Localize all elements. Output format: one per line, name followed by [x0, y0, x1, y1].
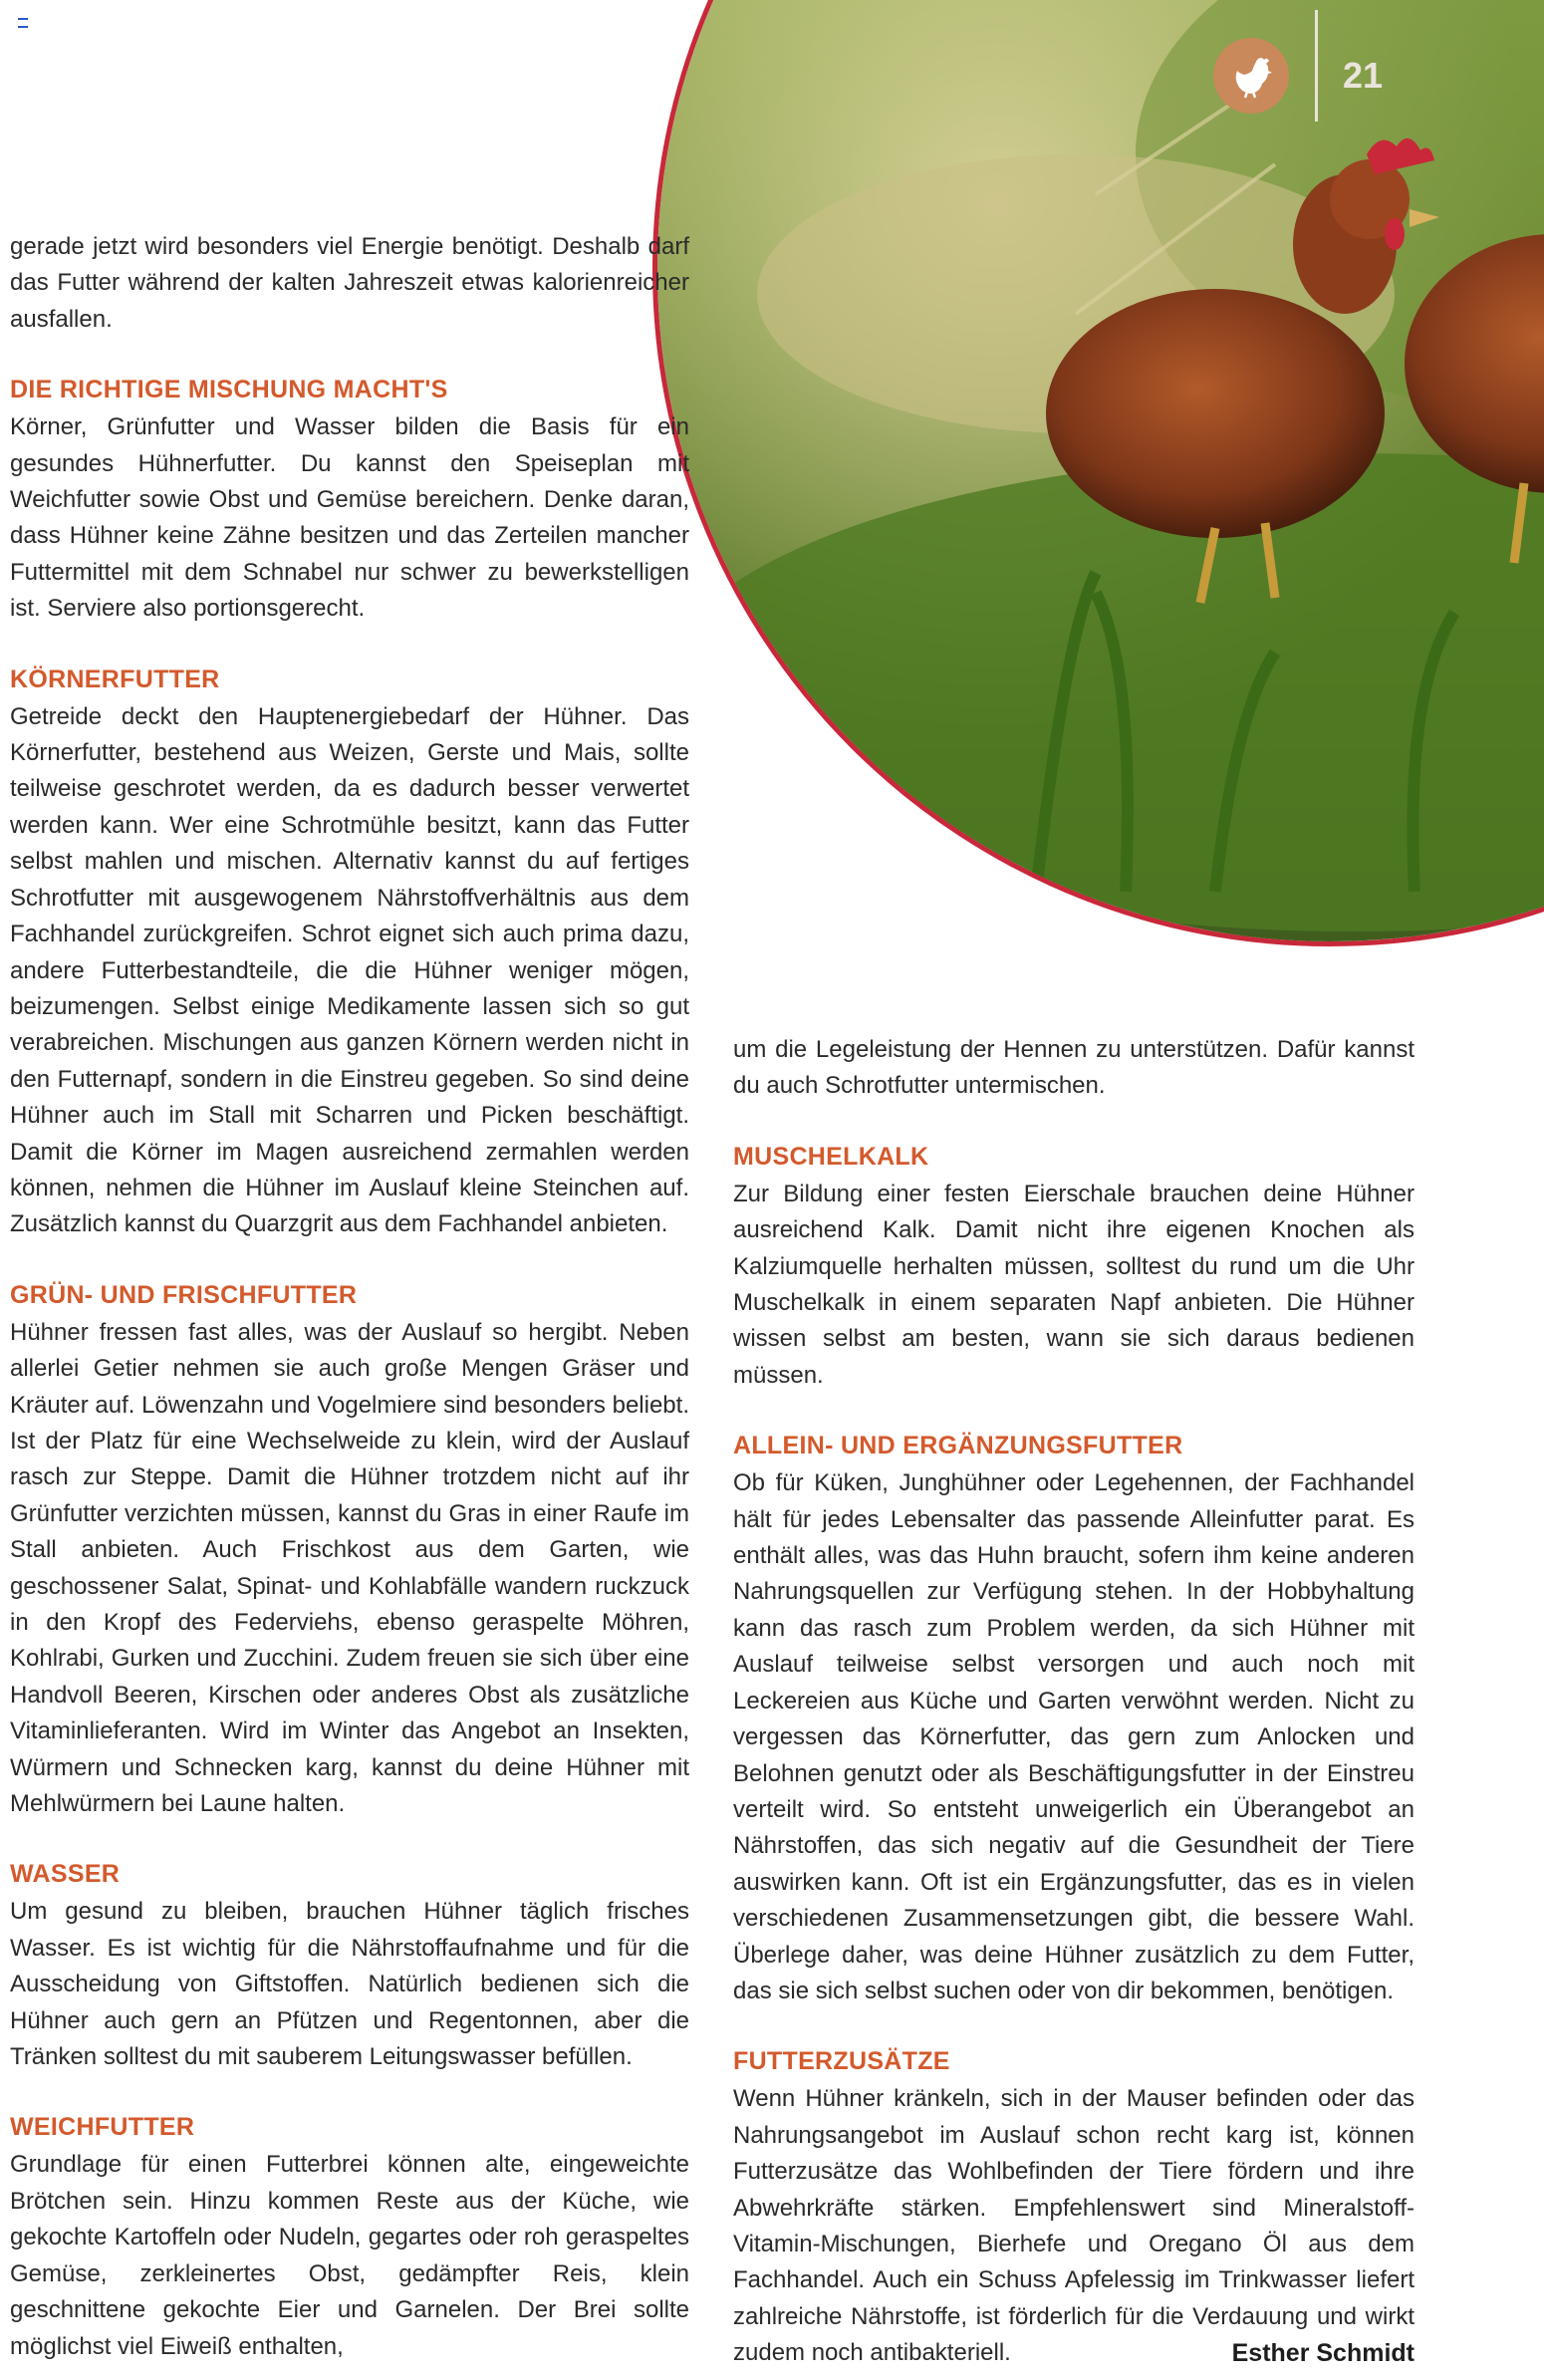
- heading-weichfutter: WEICHFUTTER: [10, 2113, 195, 2142]
- page-divider: [1315, 10, 1318, 122]
- text-weichfutter-continued: um die Legeleistung der Hennen zu unterstützen. Dafür kannst du auch Schrotfutter untermischen.: [733, 1036, 1415, 1100]
- intro-text: gerade jetzt wird besonders viel Energie benötigt. Deshalb darf das Futter während der kalten Jahreszeit etwas kalorienreicher ausfallen.: [10, 233, 689, 333]
- chicken-photo: [652, 0, 1544, 946]
- text-mischung: Körner, Grünfutter und Wasser bilden die Basis für ein gesundes Hühnerfutter. Du kannst den Speiseplan mit Weichfutter sowie Obst und Gemüse bereichern. Denke daran, dass Hühner keine Zähne besitzen und das Zerteilen mancher Futtermittel mit dem Schnabel nur schwer zu bewerkstelligen ist. Serviere also portionsgerecht.: [10, 413, 689, 623]
- author-name: Esther Schmidt: [1231, 2339, 1415, 2368]
- text-muschelkalk: Zur Bildung einer festen Eierschale brauchen deine Hühner ausreichend Kalk. Damit nicht ihre eigenen Knochen als Kalziumquelle herhalten müssen, solltest du rund um die Uhr Muschelkalk in einem separaten Napf anbieten. Die Hühner wissen selbst am besten, wann sie sich daraus bedienen müssen.: [733, 1180, 1415, 1389]
- chicken-icon: [1227, 52, 1275, 100]
- text-wasser: Um gesund zu bleiben, brauchen Hühner täglich frisches Wasser. Es ist wichtig für die Nährstoffaufnahme und für die Ausscheidung von Giftstoffen. Natürlich bedienen sich die Hühner auch gern an Pfützen und Regentonnen, aber die Tränken solltest du mit sauberem Leitungswasser befüllen.: [10, 1898, 689, 2071]
- corner-mark: [18, 18, 28, 28]
- heading-koernerfutter: KÖRNERFUTTER: [10, 664, 220, 693]
- text-koernerfutter: Getreide deckt den Hauptenergiebedarf der Hühner. Das Körnerfutter, bestehend aus Weizen, Gerste und Mais, sollte teilweise geschrotet werden, da es dadurch besser verwertet werden kann. Wer eine Schrotmühle besitzt, kann das Futter selbst mahlen und mischen. Alternativ kannst du auf fertiges Schrotfutter mit ausgewogenem Nährstoffverhältnis aus dem Fachhandel zurückgreifen. Schrot eignet sich auch prima dazu, andere Futterbestandteile, die die Hühner weniger mögen, beizumengen. Selbst einige Medikamente lassen sich so gut verabreichen. Mischungen aus ganzen Körnern werden nicht in den Futternapf, sondern in die Einstreu gegeben. So sind deine Hühner auch im Stall mit Scharren und Picken beschäftigt. Damit die Körner im Magen ausreichend zermahlen werden können, nehmen die Hühner im Auslauf kleine Steinchen auf. Zusätzlich kannst du Quarzgrit aus dem Fachhandel anbieten.: [10, 702, 689, 1238]
- text-weichfutter: Grundlage für einen Futterbrei können alte, eingeweichte Brötchen sein. Hinzu kommen Reste aus der Küche, wie gekochte Kartoffeln oder Nudeln, gegartes oder roh geraspeltes Gemüse, zerkleinertes Obst, gedämpfter Reis, klein geschnittene gekochte Eier und Garnelen. Der Brei sollte möglichst viel Eiweiß enthalten,: [10, 2151, 689, 2360]
- chicken-badge: [1213, 38, 1289, 114]
- heading-gruenfutter: GRÜN- UND FRISCHFUTTER: [10, 1280, 358, 1309]
- text-allein: Ob für Küken, Junghühner oder Legehennen, der Fachhandel hält für jedes Lebensalter das passende Alleinfutter parat. Es enthält alles, was das Huhn braucht, sofern ihm keine anderen Nahrungsquellen zur Verfügung stehen. In der Hobbyhaltung kann das rasch zum Problem werden, da sich Hühner mit Auslauf teilweise selbst versorgen und auch noch mit Leckereien aus Küche und Garten verwöhnt werden. Nicht zu vergessen das Körnerfutter, das gern zum Anlocken und Belohnen genutzt oder als Beschäftigungsfutter in der Einstreu verteilt wird. So entsteht unweigerlich ein Überangebot an Nährstoffen, das sich negativ auf die Gesundheit der Tiere auswirken kann. Oft ist ein Ergänzungsfutter, das es in vielen verschiedenen Zusammensetzungen gibt, die bessere Wahl. Überlege daher, was deine Hühner zusätzlich zu dem Futter, das sie sich selbst suchen oder von dir bekommen, benötigen.: [733, 1469, 1415, 2004]
- text-zusaetze: [733, 2081, 1415, 2371]
- heading-wasser: WASSER: [10, 1860, 121, 1889]
- heading-mischung: DIE RICHTIGE MISCHUNG MACHT'S: [10, 376, 448, 404]
- heading-allein: ALLEIN- UND ERGÄNZUNGSFUTTER: [733, 1432, 1183, 1460]
- chicken-photo-illustration: [657, 0, 1544, 946]
- text-zusaetze-body: Wenn Hühner kränkeln, sich in der Mauser befinden oder das Nahrungsangebot im Auslauf schon recht karg ist, können Futterzusätze das Wohlbefinden der Tiere fördern und ihre Abwehrkräfte stärken. Empfehlenswert sind Mineralstoff-Vitamin-Mischungen, Bierhefe und Oregano Öl aus dem Fachhandel. Auch ein Schuss Apfelessig im Trinkwasser liefert zahlreiche Nährstoffe, ist förderlich für die Verdauung und wirkt zudem noch antibakteriell.: [733, 2085, 1415, 2367]
- heading-zusaetze: FUTTERZUSÄTZE: [733, 2047, 950, 2076]
- right-column: [733, 1032, 1415, 2372]
- text-gruenfutter: Hühner fressen fast alles, was der Auslauf so hergibt. Neben allerlei Getier nehmen sie auch große Mengen Gräser und Kräuter auf. Löwenzahn und Vogelmiere sind besonders beliebt. Ist der Platz für eine Wechselweide zu klein, wird der Auslauf rasch zur Steppe. Damit die Hühner trotzdem nicht auf ihr Grünfutter verzichten müssen, kannst du Gras in einer Raufe im Stall anbieten. Auch Frischkost aus dem Garten, wie geschossener Salat, Spinat- und Kohlabfälle wandern ruckzuck in den Kropf des Federviehs, ebenso geraspelte Möhren, Kohlrabi, Gurken und Zucchini. Zudem freuen sie sich über eine Handvoll Beeren, Kirschen oder anderes Obst als zusätzliche Vitaminlieferanten. Wird im Winter das Angebot an Insekten, Würmern und Schnecken karg, kannst du deine Hühner mit Mehlwürmern bei Laune halten.: [10, 1318, 689, 1818]
- heading-muschelkalk: MUSCHELKALK: [733, 1142, 929, 1171]
- left-column: [10, 229, 689, 2365]
- page-number: 21: [1343, 55, 1384, 96]
